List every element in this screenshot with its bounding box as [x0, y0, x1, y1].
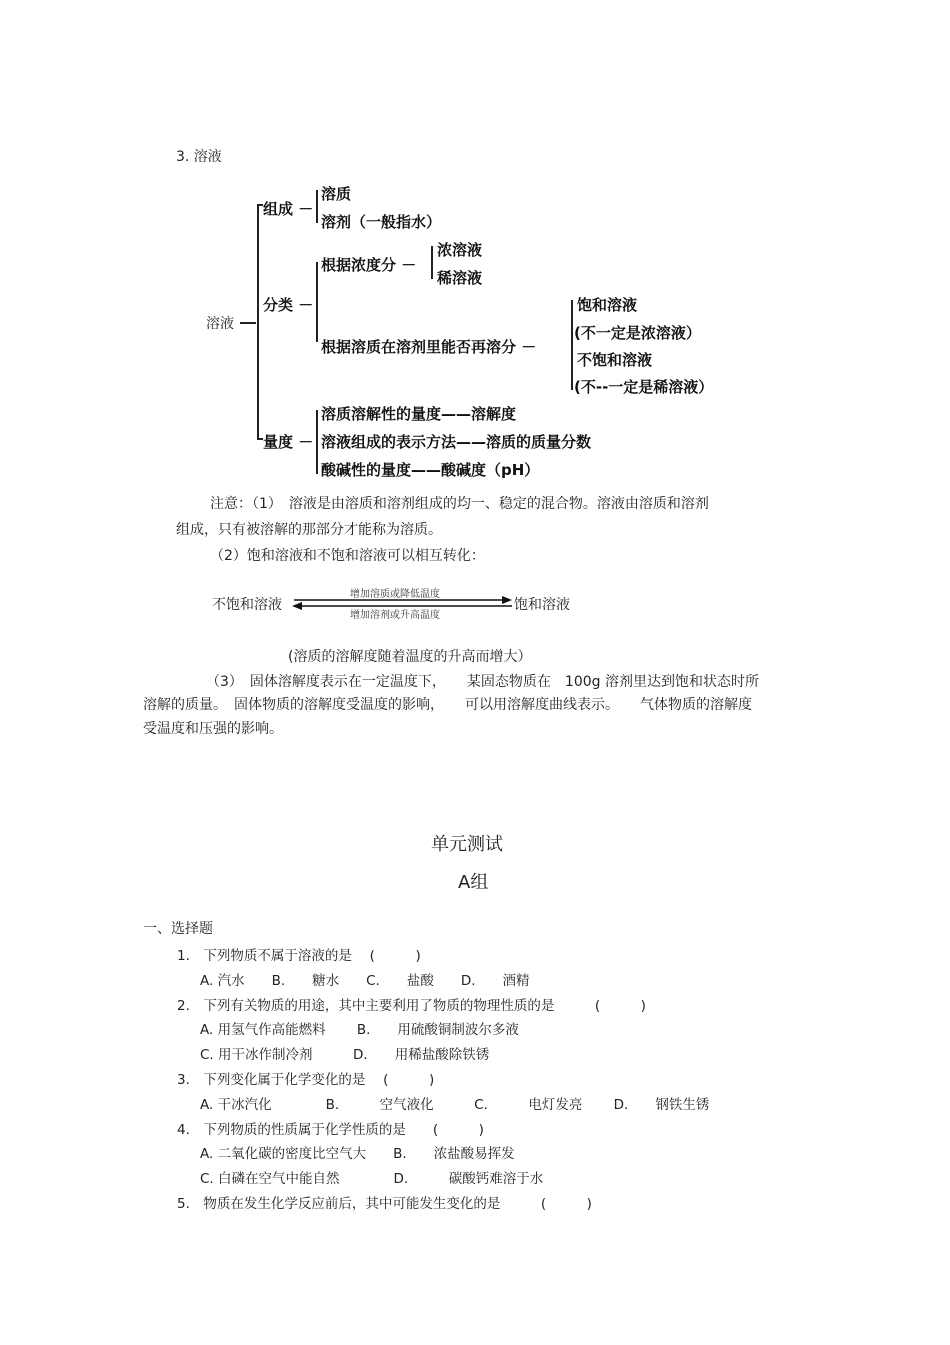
question-2-options-ab: A. 用氢气作高能燃料 B. 用硫酸铜制波尔多液 [200, 1022, 519, 1038]
note-3-line-1: （3） 固体溶解度表示在一定温度下， 某固态物质在 100g 溶剂里达到饱和状态时所 [206, 674, 759, 690]
conversion-note: (溶质的溶解度随着温度的升高而增大） [288, 649, 532, 665]
root-connector [240, 322, 256, 324]
note-1-line-2: 组成，只有被溶解的那部分才能称为溶质。 [176, 522, 442, 538]
question-4-options-cd: C. 白磷在空气中能自然 D. 碳酸钙难溶于水 [200, 1171, 544, 1187]
dissolve-item: 不饱和溶液 [577, 351, 653, 369]
measure-item: 溶质溶解性的量度——溶解度 [321, 405, 517, 423]
conversion-bottom-label: 增加溶剂或升高温度 [350, 610, 440, 621]
dissolve-item: 饱和溶液 [577, 296, 638, 314]
composition-item: 溶剂（一般指水） [321, 213, 442, 231]
concentration-bracket [431, 246, 433, 279]
composition-bracket [316, 190, 318, 223]
note-3-line-3: 受温度和压强的影响。 [143, 721, 283, 737]
tree-root: 溶液 [206, 316, 234, 332]
note-1-line-1: 注意：（1） 溶液是由溶质和溶剂组成的均一、稳定的混合物。溶液由溶质和溶剂 [210, 496, 709, 512]
measure-label: 量度 － [263, 433, 314, 451]
question-1-options: A. 汽水 B. 糖水 C. 盐酸 D. 酒精 [200, 973, 530, 989]
concentration-item: 浓溶液 [437, 241, 483, 259]
measure-item: 溶液组成的表示方法——溶质的质量分数 [321, 433, 592, 451]
question-4: 4. 下列物质的性质属于化学性质的是 ( ) [177, 1122, 484, 1138]
test-section: 一、选择题 [143, 921, 213, 937]
section-heading: 3. 溶液 [176, 149, 222, 165]
question-3: 3. 下列变化属于化学变化的是 ( ) [177, 1072, 435, 1088]
question-5: 5. 物质在发生化学反应前后，其中可能发生变化的是 ( ) [177, 1196, 592, 1212]
conversion-top-label: 增加溶质或降低温度 [350, 589, 440, 600]
composition-label: 组成 － [263, 200, 314, 218]
question-1: 1. 下列物质不属于溶液的是 ( ) [177, 948, 421, 964]
dissolve-bracket [571, 300, 573, 390]
classification-label: 分类 － [263, 296, 314, 314]
question-2: 2. 下列有关物质的用途，其中主要利用了物质的物理性质的是 ( ) [177, 998, 646, 1014]
root-bracket [257, 204, 259, 440]
classification-bracket [316, 262, 318, 342]
measure-bracket [316, 410, 318, 474]
concentration-item: 稀溶液 [437, 269, 483, 287]
test-group: A组 [458, 872, 489, 893]
note-2: （2）饱和溶液和不饱和溶液可以相互转化： [210, 548, 485, 564]
by-dissolve-label: 根据溶质在溶剂里能否再溶分 － [321, 338, 537, 356]
conversion-left: 不饱和溶液 [212, 597, 282, 613]
measure-item: 酸碱性的量度——酸碱度（pH） [321, 461, 540, 479]
test-title: 单元测试 [431, 834, 503, 855]
dissolve-item: (不--一定是稀溶液） [574, 378, 714, 396]
question-4-options-ab: A. 二氧化碳的密度比空气大 B. 浓盐酸易挥发 [200, 1146, 515, 1162]
conversion-right: 饱和溶液 [514, 597, 570, 613]
question-2-options-cd: C. 用干冰作制冷剂 D. 用稀盐酸除铁锈 [200, 1047, 490, 1063]
note-3-line-2: 溶解的质量。 固体物质的溶解度受温度的影响， 可以用溶解度曲线表示。 气体物质的溶解度 [143, 697, 752, 713]
dissolve-item: (不一定是浓溶液） [574, 324, 701, 342]
composition-item: 溶质 [321, 185, 352, 203]
by-concentration-label: 根据浓度分 － [321, 256, 417, 274]
question-3-options: A. 干冰汽化 B. 空气液化 C. 电灯发亮 D. 钢铁生锈 [200, 1097, 710, 1113]
